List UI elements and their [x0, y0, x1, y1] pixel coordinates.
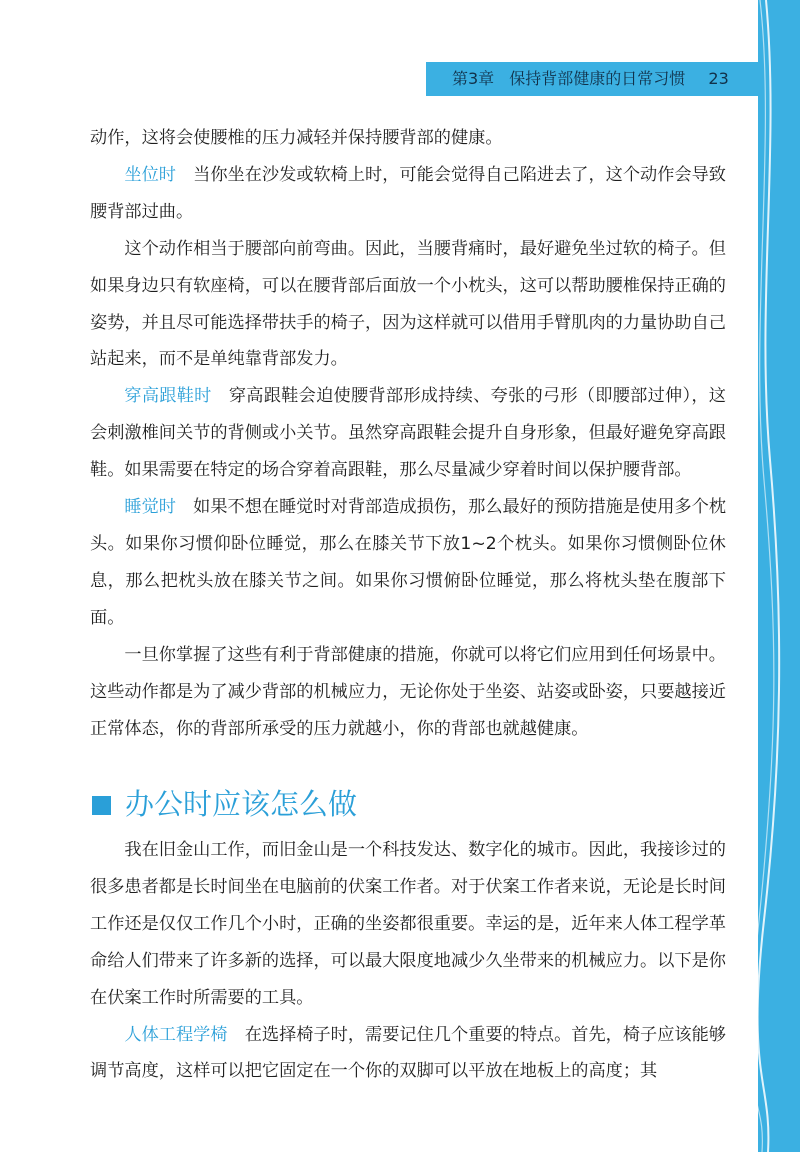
- paragraph: [90, 832, 726, 1017]
- paragraph-text: 一旦你掌握了这些有利于背部健康的措施，你就可以将它们应用到任何场景中。这些动作都是为了减少背部的机械应力，无论你处于坐姿、站姿或卧姿，只要越接近正常体态，你的背部所承受的压力就越小，你的背部也就越健康。: [90, 644, 726, 739]
- paragraph-text: 当你坐在沙发或软椅上时，可能会觉得自己陷进去了，这个动作会导致腰背部过曲。: [90, 164, 726, 222]
- paragraph-keyword: 人体工程学椅: [124, 1024, 228, 1045]
- paragraph: [90, 1017, 726, 1091]
- paragraph: [90, 489, 726, 637]
- paragraph-text: 动作，这将会使腰椎的压力减轻并保持腰背部的健康。: [90, 128, 503, 148]
- paragraph-text: 如果不想在睡觉时对背部造成损伤，那么最好的预防措施是使用多个枕头。如果你习惯仰卧位睡觉，那么在膝关节下放1~2个枕头。如果你习惯侧卧位休息，那么把枕头放在膝关节之间。如果你习惯俯卧位睡觉，那么将枕头垫在腹部下面。: [90, 497, 726, 628]
- square-bullet-icon: [92, 796, 111, 815]
- paragraph: [90, 157, 726, 231]
- paragraph-keyword: 睡觉时: [124, 497, 176, 518]
- paragraph-text: 穿高跟鞋会迫使腰背部形成持续、夸张的弓形（即腰部过伸），这会刺激椎间关节的背侧或小关节。虽然穿高跟鞋会提升自身形象，但最好避免穿高跟鞋。如果需要在特定的场合穿着高跟鞋，那么尽量减少穿着时间以保护腰背部。: [90, 386, 726, 481]
- page-number: 23: [708, 69, 729, 88]
- section-heading: [92, 782, 357, 826]
- section-body-text: [90, 832, 726, 1090]
- paragraph: [90, 637, 726, 748]
- section-heading-text: 办公时应该怎么做: [125, 787, 358, 821]
- body-text: [90, 120, 726, 747]
- header-title: 保持背部健康的日常习惯: [509, 69, 686, 88]
- side-color-strip: [758, 0, 800, 1152]
- paragraph: [90, 120, 726, 157]
- paragraph-text: 我在旧金山工作，而旧金山是一个科技发达、数字化的城市。因此，我接诊过的很多患者都是长时间坐在电脑前的伏案工作者。对于伏案工作者来说，无论是长时间工作还是仅仅工作几个小时，正确的坐姿都很重要。幸运的是，近年来人体工程学革命给人们带来了许多新的选择，可以最大限度地减少久坐带来的机械应力。以下是你在伏案工作时所需要的工具。: [90, 840, 726, 1008]
- header-chapter: 第3章: [452, 69, 495, 88]
- paragraph: [90, 231, 726, 379]
- running-header: [426, 62, 758, 96]
- paragraph-keyword: 坐位时: [124, 164, 176, 185]
- paragraph-text: 这个动作相当于腰部向前弯曲。因此，当腰背痛时，最好避免坐过软的椅子。但如果身边只有软座椅，可以在腰背部后面放一个小枕头，这可以帮助腰椎保持正确的姿势，并且尽可能选择带扶手的椅子，因为这样就可以借用手臂肌肉的力量协助自己站起来，而不是单纯靠背部发力。: [90, 238, 726, 370]
- paragraph-text: 在选择椅子时，需要记住几个重要的特点。首先，椅子应该能够调节高度，这样可以把它固定在一个你的双脚可以平放在地板上的高度；其: [90, 1024, 726, 1082]
- wave-decoration: [758, 0, 800, 1152]
- paragraph: [90, 378, 726, 489]
- paragraph-keyword: 穿高跟鞋时: [124, 386, 212, 407]
